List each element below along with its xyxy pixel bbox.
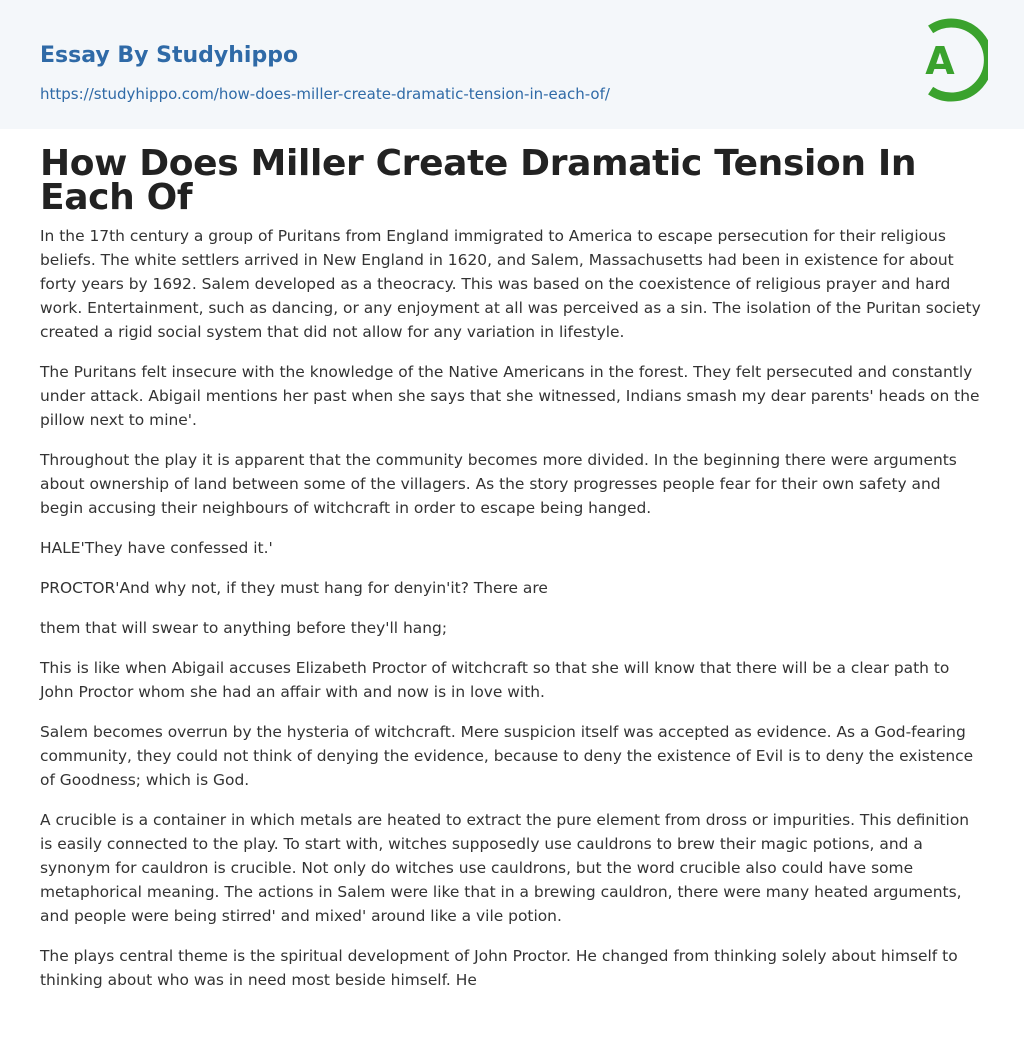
article-paragraph: The Puritans felt insecure with the knowledge of the Native Americans in the forest. They felt persecuted and constantly under attack. Abigail mentions her past when she says that she witnessed, Indians smash my dear parents' heads on the pillow next to mine'.: [40, 363, 980, 429]
logo-letter: A: [925, 39, 955, 83]
article-paragraph: Throughout the play it is apparent that the community becomes more divided. In the beginning there were arguments about ownership of land between some of the villagers. As the story progresses people fear for their own safety and begin accusing their neighbours of witchcraft in order to escape being hanged.: [40, 451, 957, 517]
article-paragraph: In the 17th century a group of Puritans from England immigrated to America to escape persecution for their religious beliefs. The white settlers arrived in New England in 1620, and Salem, Massachusetts had been in existence for about forty years by 1692. Salem developed as a theocracy. This was based on the coexistence of religious prayer and hard work. Entertainment, such as dancing, or any enjoyment at all was perceived as a sin. The isolation of the Puritan society created a rigid social system that did not allow for any variation in lifestyle.: [40, 227, 981, 341]
page-title: How Does Miller Create Dramatic Tension In Each Of: [40, 143, 917, 218]
article-paragraph: Salem becomes overrun by the hysteria of witchcraft. Mere suspicion itself was accepted as evidence. As a God-fearing community, they could not think of denying the evidence, because to deny the existence of Evil is to deny the existence of Goodness; which is God.: [40, 723, 974, 789]
article-paragraph: them that will swear to anything before they'll hang;: [40, 619, 448, 637]
site-brand[interactable]: Essay By Studyhippo: [40, 43, 299, 68]
studyhippo-logo-icon[interactable]: [910, 18, 988, 106]
article-paragraph: HALE'They have confessed it.': [40, 539, 273, 557]
article-paragraph: This is like when Abigail accuses Elizabeth Proctor of witchcraft so that she will know that there will be a clear path to John Proctor whom she had an affair with and now is in love with.: [40, 659, 950, 701]
article-paragraph: The plays central theme is the spiritual development of John Proctor. He changed from thinking solely about himself to thinking about who was in need most beside himself. He: [40, 947, 958, 989]
article-paragraph: PROCTOR'And why not, if they must hang for denyin'it? There are: [40, 579, 548, 597]
article-paragraph: A crucible is a container in which metals are heated to extract the pure element from dross or impurities. This definition is easily connected to the play. To start with, witches supposedly use cauldrons to brew their magic potions, and a synonym for cauldron is crucible. Not only do witches use cauldrons, but the word crucible also could have some metaphorical meaning. The actions in Salem were like that in a brewing cauldron, there were many heated arguments, and people were being stirred' and mixed' around like a vile potion.: [40, 811, 970, 925]
article: [40, 143, 986, 1008]
site-header: [0, 0, 1024, 129]
article-url-link[interactable]: https://studyhippo.com/how-does-miller-create-dramatic-tension-in-each-of/: [40, 85, 610, 103]
